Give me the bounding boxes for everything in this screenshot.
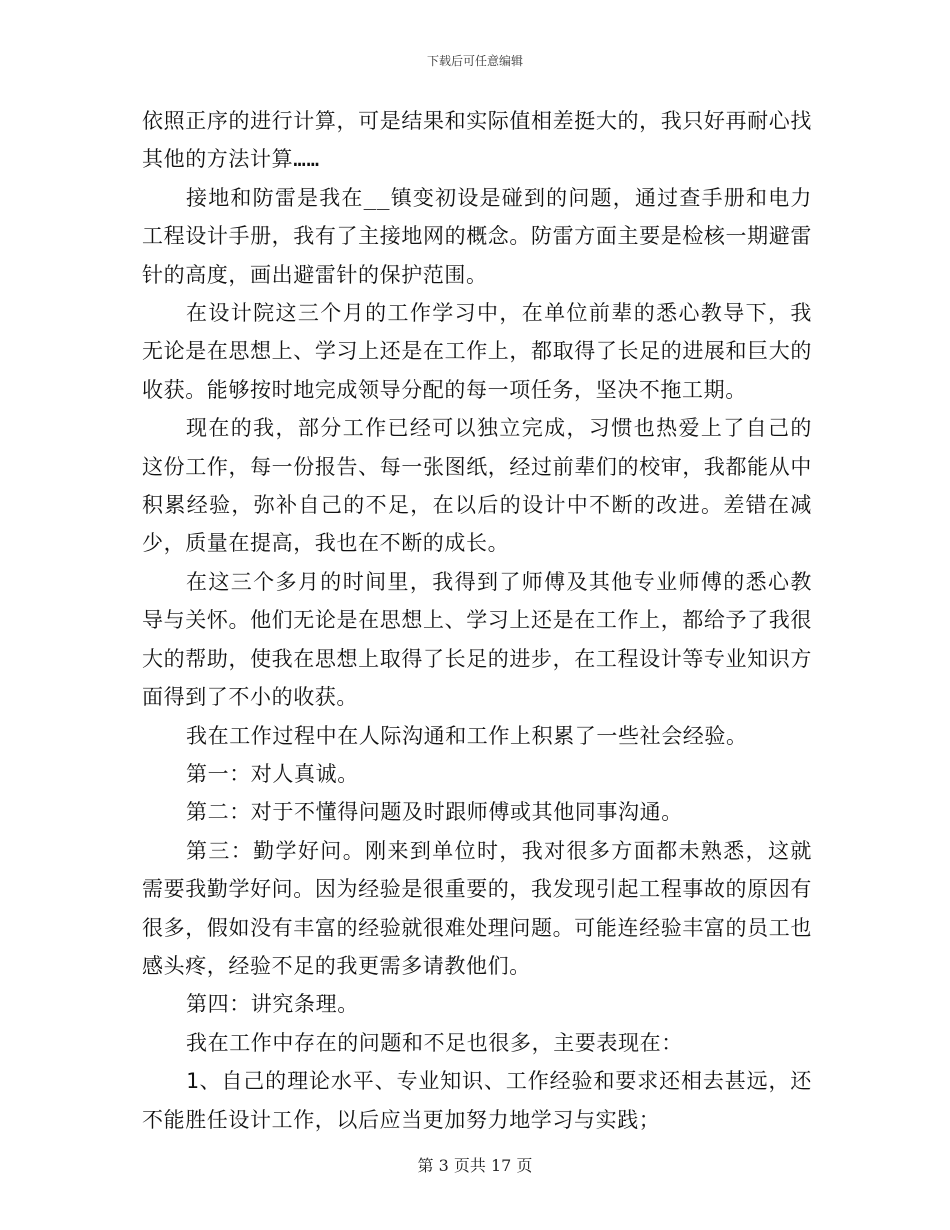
paragraph: 现在的我，部分工作已经可以独立完成，习惯也热爱上了自己的这份工作，每一份报告、每一张图纸，经过前辈们的校审，我都能从中积累经验，弥补自己的不足，在以后的设计中不断的改进。差错在减少，质量在提高，我也在不断的成长。 [142, 416, 812, 556]
page-header: 下载后可任意编辑 [426, 54, 523, 68]
paragraph: 接地和防雷是我在__镇变初设是碰到的问题，通过查手册和电力工程设计手册，我有了主接地网的概念。防雷方面主要是检核一期避雷针的高度，画出避雷针的保护范围。 [142, 185, 812, 287]
paragraph: 在这三个多月的时间里，我得到了师傅及其他专业师傅的悉心教导与关怀。他们无论是在思想上、学习上还是在工作上，都给予了我很大的帮助，使我在思想上取得了长足的进步，在工程设计等专业知识方面得到了不小的收获。 [142, 569, 812, 710]
paragraph: 依照正序的进行计算，可是结果和实际值相差挺大的，我只好再耐心找其他的方法计算…… [142, 109, 812, 172]
list-item: 第二：对于不懂得问题及时跟师傅或其他同事沟通。 [186, 800, 683, 825]
document-body [142, 102, 812, 1139]
paragraph: 在设计院这三个月的工作学习中，在单位前辈的悉心教导下，我无论是在思想上、学习上还是在工作上，都取得了长足的进展和巨大的收获。能够按时地完成领导分配的每一项任务，坚决不拖工期。 [142, 301, 812, 402]
page-footer: 第 3 页共 17 页 [417, 1156, 533, 1175]
list-item: 1、自己的理论水平、专业知识、工作经验和要求还相去甚远，还不能胜任设计工作，以后应当更加努力地学习与实践； [142, 1069, 812, 1132]
list-item: 第四：讲究条理。 [186, 992, 359, 1017]
paragraph: 我在工作过程中在人际沟通和工作上积累了一些社会经验。 [186, 723, 748, 748]
list-item: 第一：对人真诚。 [186, 761, 359, 786]
paragraph: 我在工作中存在的问题和不足也很多，主要表现在： [186, 1030, 683, 1055]
list-item: 第三：勤学好问。刚来到单位时，我对很多方面都未熟悉，这就需要我勤学好问。因为经验是很重要的，我发现引起工程事故的原因有很多，假如没有丰富的经验就很难处理问题。可能连经验丰富的员工也感头疼，经验不足的我更需多请教他们。 [142, 838, 812, 978]
